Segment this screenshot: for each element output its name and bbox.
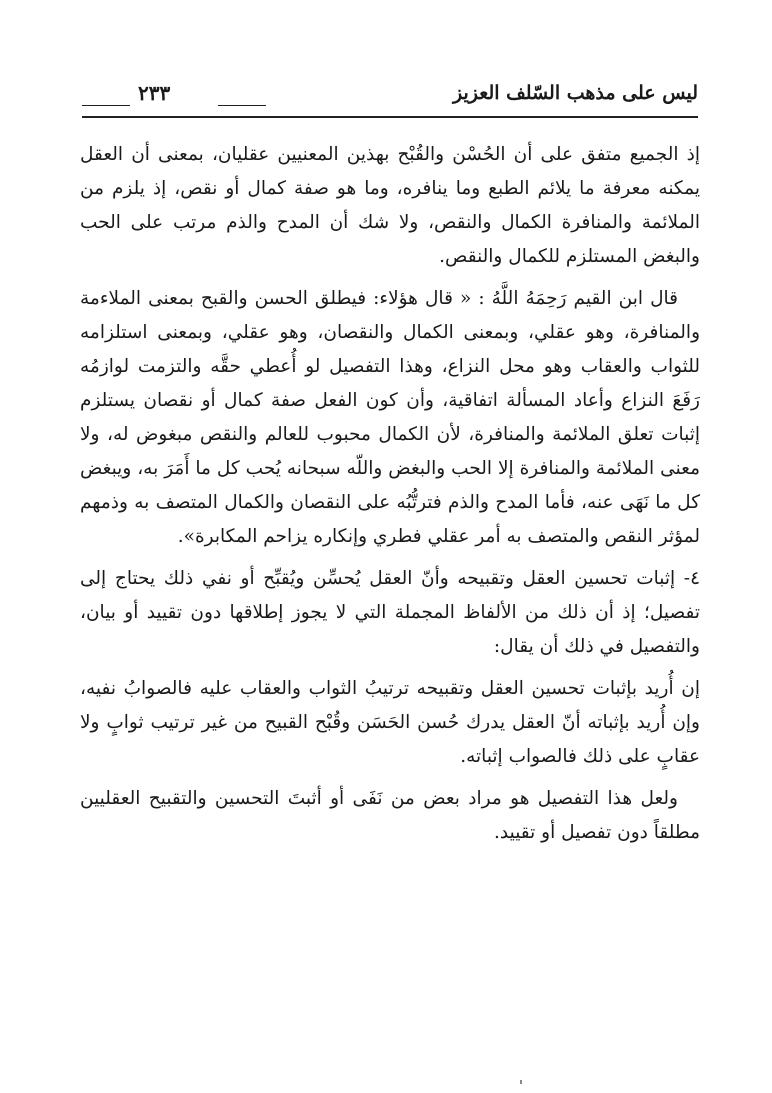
running-header [82, 80, 698, 110]
page-number-rule-left [82, 105, 130, 106]
body-text [80, 138, 700, 858]
page-number: ٢٣٣ [138, 81, 171, 105]
paragraph-conclusion: ولعل هذا التفصيل هو مراد بعض من نَفَى أو أثبتَ التحسين والتقبيح العقليين مطلقاً دون تفصيل أو تقييد. [80, 788, 700, 843]
running-title: ليس على مذهب السّلف العزيز [453, 82, 698, 104]
paragraph-ibn-qayyim-quote: قال ابن القيم رَحِمَهُ اللَّهُ : « قال هؤلاء: فيطلق الحسن والقبح بمعنى الملاءمة والمنافرة، وهو عقلي، وبمعنى الكمال والنقصان، وهو عقلي، وبمعنى استلزامه للثواب والعقاب وهو محل النزاع، وهذا التفصيل لو أُعطي حقَّه والتزمت لوازمُه رَفَعَ النزاع وأعاد المسألة اتفاقية، وأن كون الفعل صفة كمال أو نقصان يستلزم إثبات تعلق الملائمة والمنافرة، لأن الكمال محبوب للعالم والنقص مبغوض له، ولا معنى الملائمة والمنافرة إلا الحب والبغض واللّه سبحانه يُحب كل ما أَمَرَ به، ويبغض كل ما نَهَى عنه، فأما المدح والذم فترتُّبُه على النقصان والكمال المتصف به وذمهم لمؤثر النقص والمتصف به أمر عقلي فطري وإنكاره يزاحم المكابرة». [80, 288, 700, 547]
paragraph-intro: إذ الجميع متفق على أن الحُسْن والقُبْح بهذين المعنيين عقليان، بمعنى أن العقل يمكنه معرفة ما يلائم الطبع وما ينافره، وما هو صفة كمال أو نقص، إذ يلزم من الملائمة والمنافرة الكمال والنقص، ولا شك أن المدح والذم مرتب على الحب والبغض المستلزم للكمال والنقص. [80, 144, 700, 267]
paragraph-detail: إن أُريد بإثبات تحسين العقل وتقبيحه ترتيبُ الثواب والعقاب عليه فالصوابُ نفيه، وإن أُريد بإثباته أنّ العقل يدرك حُسن الحَسَن وقُبْح القبيح من غير ترتيب ثوابٍ ولا عقابٍ على ذلك فالصواب إثباته. [80, 678, 700, 767]
page-number-rule-right [218, 105, 266, 106]
paragraph-point-4: ٤- إثبات تحسين العقل وتقبيحه وأنّ العقل يُحسِّن ويُقبِّح أو نفي ذلك يحتاج إلى تفصيل؛ إذ أن ذلك من الألفاظ المجملة التي لا يجوز إطلاقها دون تقييد أو بيان، والتفصيل في ذلك أن يقال: [80, 568, 700, 657]
scan-mark [520, 1080, 522, 1084]
header-rule [82, 116, 698, 118]
